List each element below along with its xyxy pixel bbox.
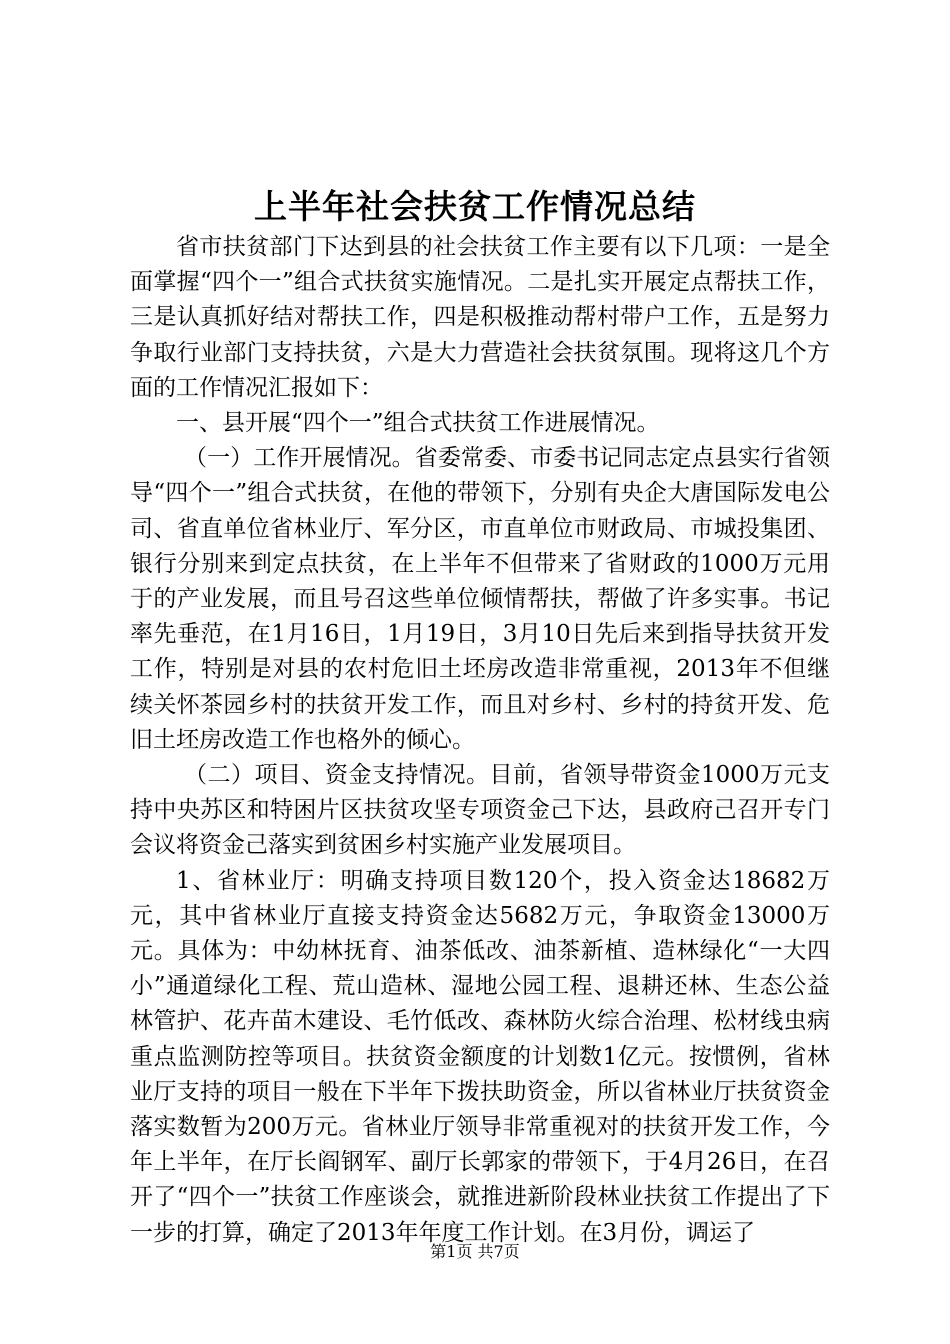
paragraph-section-heading: 一、县开展“四个一”组合式扶贫工作进展情况。 [176, 410, 660, 437]
document-title: 上半年社会扶贫工作情况总结 [254, 187, 696, 226]
page-footer: 第1页 共7页 [430, 1242, 520, 1261]
paragraph-intro: 省市扶贫部门下达到县的社会扶贫工作主要有以下几项：一是全面掌握“四个一”组合式扶贫实施情况。二是扎实开展定点帮扶工作，三是认真抓好结对帮扶工作，四是积极推动帮村带户工作，五是努力争取行业部门支持扶贫，六是大力营造社会扶贫氛围。现将这几个方面的工作情况汇报如下： [130, 234, 830, 401]
document-body [130, 230, 830, 1251]
paragraph-work-progress: （一）工作开展情况。省委常委、市委书记同志定点县实行省领导“四个一”组合式扶贫，在他的带领下，分别有央企大唐国际发电公司、省直单位省林业厅、军分区，市直单位市财政局、市城投集团、银行分别来到定点扶贫，在上半年不但带来了省财政的1000万元用于的产业发展，而且号召这些单位倾情帮扶，帮做了许多实事。书记率先垂范，在1月16日，1月19日，3月10日先后来到指导扶贫开发工作，特别是对县的农村危旧土坯房改造非常重视，2013年不但继续关怀茶园乡村的扶贫开发工作，而且对乡村、乡村的持贫开发、危旧土坯房改造工作也格外的倾心。 [130, 445, 830, 753]
paragraph-funding-support: （二）项目、资金支持情况。目前，省领导带资金1000万元支持中央苏区和特困片区扶贫攻坚专项资金己下达，县政府己召开专门会议将资金己落实到贫困乡村实施产业发展项目。 [130, 762, 830, 859]
paragraph-forestry-department: 1、省林业厅：明确支持项目数120个，投入资金达18682万元，其中省林业厅直接支持资金达5682万元，争取资金13000万元。具体为：中幼林抚育、油茶低改、油茶新植、造林绿化“一大四小”通道绿化工程、荒山造林、湿地公园工程、退耕还林、生态公益林管护、花卉苗木建设、毛竹低改、森林防火综合治理、松材线虫病重点监测防控等项目。扶贫资金额度的计划数1亿元。按惯例，省林业厅支持的项目一般在下半年下拨扶助资金，所以省林业厅扶贫资金落实数暂为200万元。省林业厅领导非常重视对的扶贫开发工作，今年上半年，在厅长阎钢军、副厅长郭家的带领下，于4月26日，在召开了“四个一”扶贫工作座谈会，就推进新阶段林业扶贫工作提出了下一步的打算，确定了2013年年度工作计划。在3月份，调运了 [130, 867, 830, 1246]
